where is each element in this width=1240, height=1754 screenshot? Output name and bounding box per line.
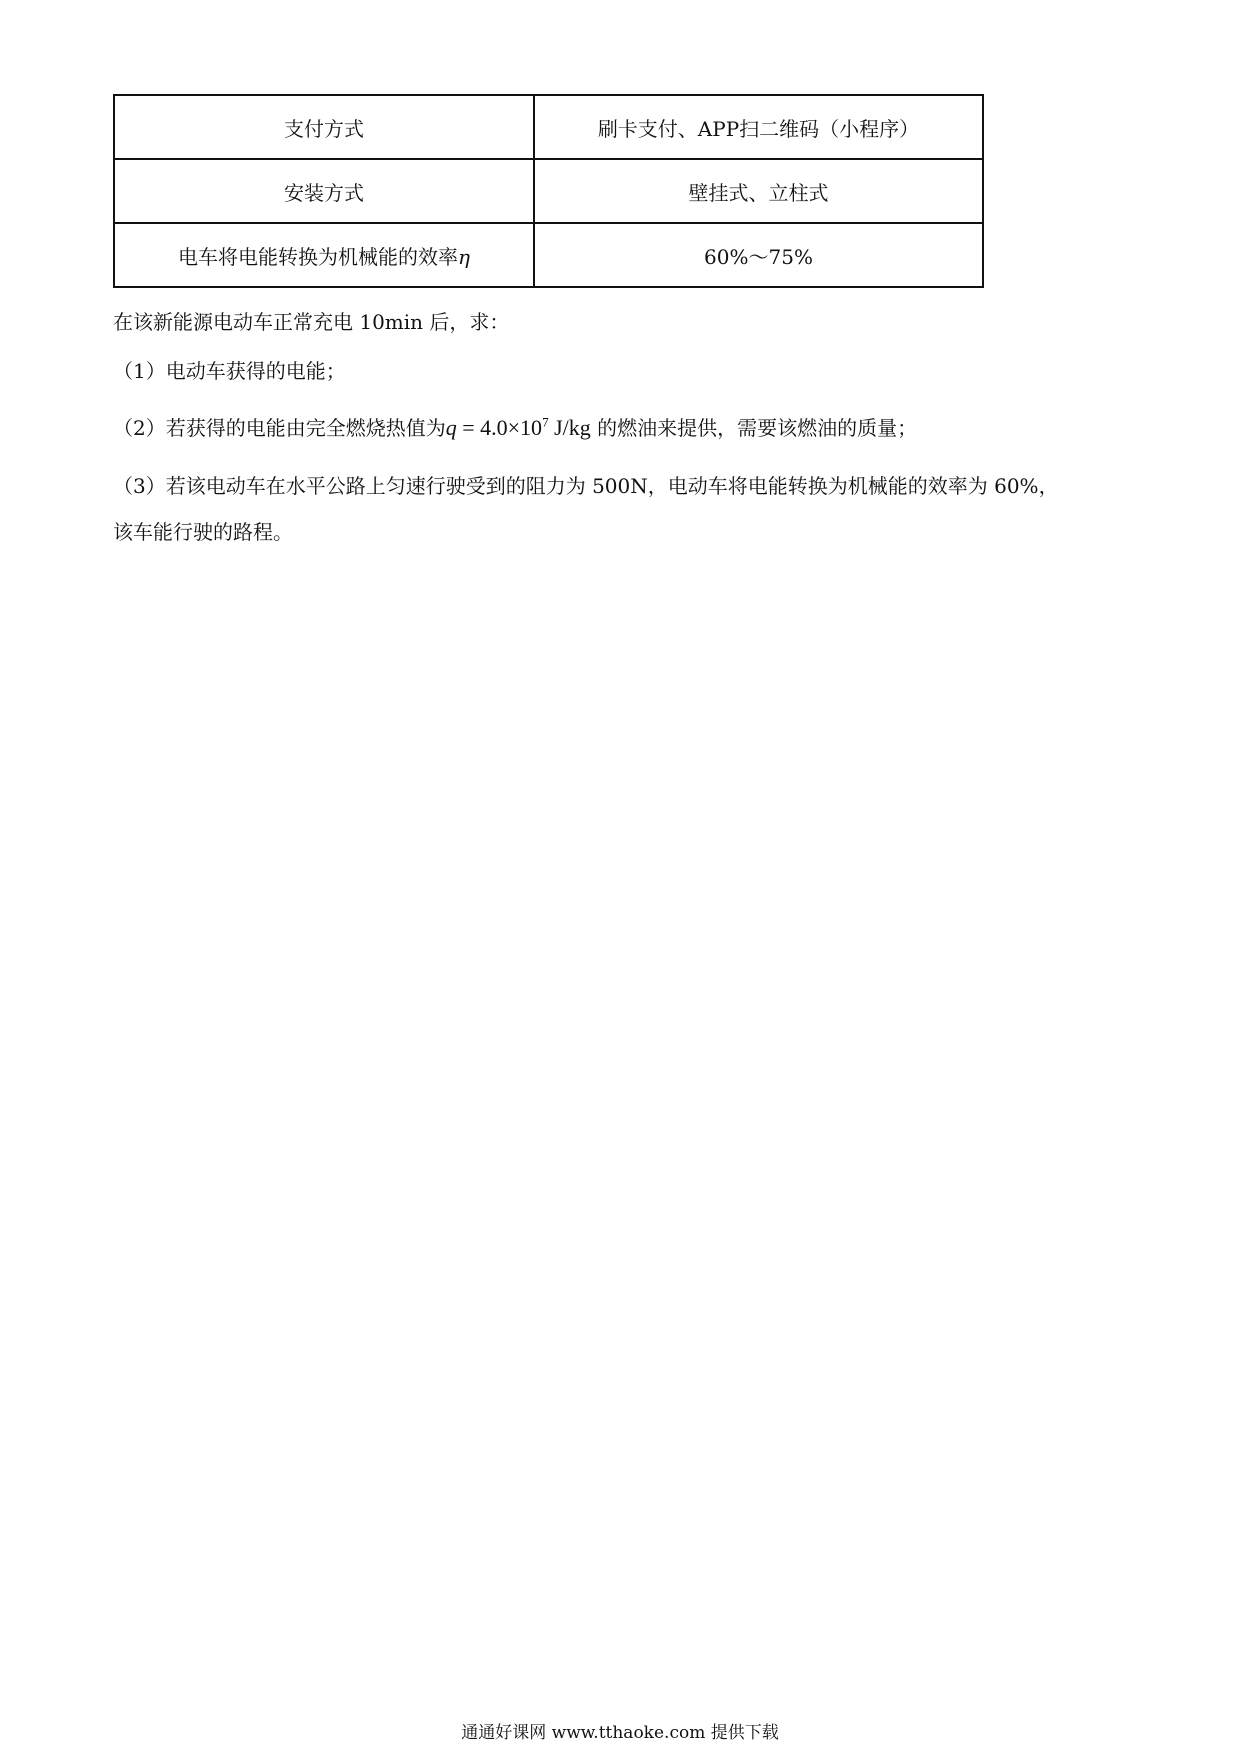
table-row xyxy=(114,95,983,159)
spec-table xyxy=(113,94,984,288)
heat-value-formula xyxy=(446,415,591,440)
formula-unit: J/kg xyxy=(548,415,591,440)
table-cell-label: 支付方式 xyxy=(114,95,534,159)
question-part-2 xyxy=(113,412,917,441)
table-row xyxy=(114,223,983,287)
table-cell-label: 安装方式 xyxy=(114,159,534,223)
efficiency-label-text: 电车将电能转换为机械能的效率 xyxy=(178,244,458,269)
question-part-3: （3）若该电动车在水平公路上匀速行驶受到的阻力为 500N，电动车将电能转换为机械能的效率为 60%， xyxy=(113,474,1059,498)
table-cell-value: 刷卡支付、APP扫二维码（小程序） xyxy=(534,95,983,159)
table-cell-value: 60%～75% xyxy=(534,223,983,287)
page-footer: 通通好课网 www.tthaoke.com 提供下载 xyxy=(461,1723,779,1743)
q2-prefix: （2）若获得的电能由完全燃烧热值为 xyxy=(113,416,446,440)
table-cell-label xyxy=(114,223,534,287)
eta-symbol: η xyxy=(458,244,470,269)
formula-exponent: 7 xyxy=(542,414,549,430)
formula-equals: = 4.0×10 xyxy=(456,415,543,440)
q2-suffix: 的燃油来提供，需要该燃油的质量； xyxy=(590,416,918,440)
question-part-1: （1）电动车获得的电能； xyxy=(113,359,346,383)
question-intro: 在该新能源电动车正常充电 10min 后，求： xyxy=(113,310,510,334)
question-part-3-continued: 该车能行驶的路程。 xyxy=(113,520,293,544)
formula-variable: q xyxy=(445,415,457,440)
table-cell-value: 壁挂式、立柱式 xyxy=(534,159,983,223)
table-row xyxy=(114,159,983,223)
